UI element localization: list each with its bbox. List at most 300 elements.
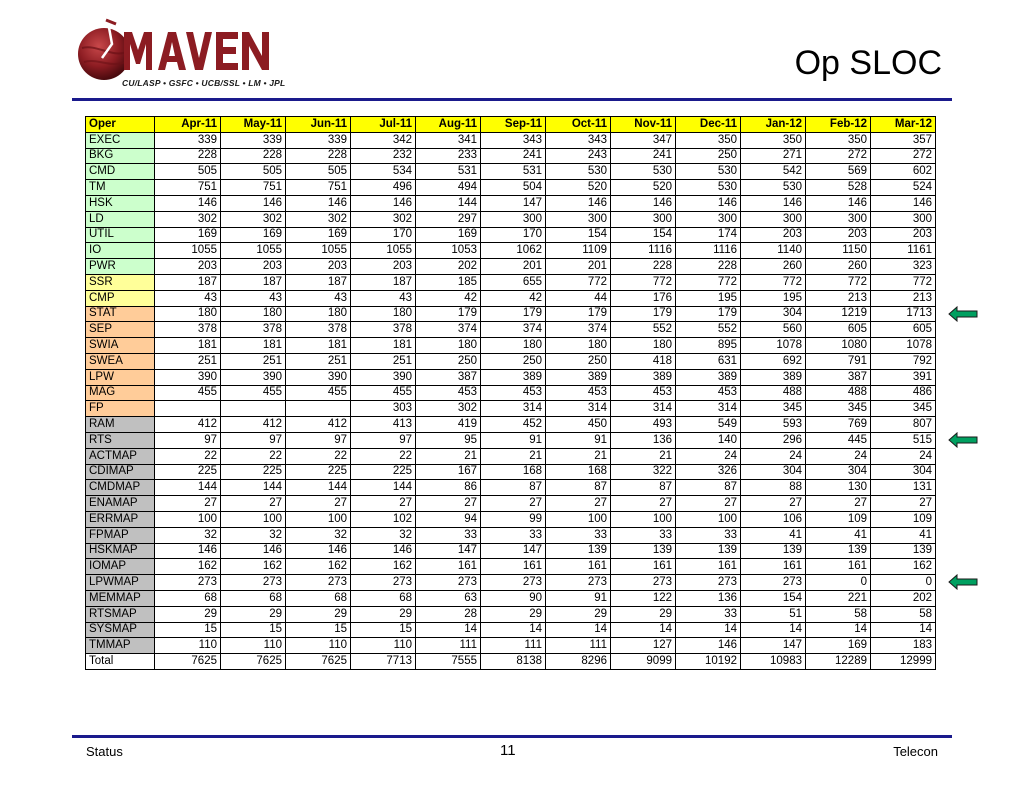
sloc-cell: 110	[221, 638, 286, 654]
sloc-cell: 302	[416, 401, 481, 417]
sloc-cell: 412	[286, 417, 351, 433]
sloc-cell: 273	[481, 575, 546, 591]
row-name: SYSMAP	[86, 622, 155, 638]
sloc-cell: 29	[351, 606, 416, 622]
sloc-cell: 27	[155, 496, 221, 512]
sloc-cell: 7555	[416, 654, 481, 670]
sloc-cell: 174	[676, 227, 741, 243]
sloc-cell: 389	[741, 369, 806, 385]
sloc-cell: 180	[546, 338, 611, 354]
sloc-cell: 180	[286, 306, 351, 322]
row-name: LPWMAP	[86, 575, 155, 591]
sloc-cell: 180	[416, 338, 481, 354]
sloc-cell: 342	[351, 132, 416, 148]
sloc-cell: 24	[806, 448, 871, 464]
sloc-cell: 106	[741, 511, 806, 527]
sloc-cell: 195	[676, 290, 741, 306]
sloc-cell: 27	[286, 496, 351, 512]
sloc-cell: 552	[611, 322, 676, 338]
sloc-cell: 146	[286, 543, 351, 559]
sloc-cell: 339	[286, 132, 351, 148]
sloc-cell: 15	[286, 622, 351, 638]
sloc-cell: 162	[351, 559, 416, 575]
row-name: SSR	[86, 274, 155, 290]
header-month: Feb-12	[806, 117, 871, 133]
sloc-cell: 179	[416, 306, 481, 322]
row-name: RTSMAP	[86, 606, 155, 622]
sloc-cell: 88	[741, 480, 806, 496]
sloc-cell: 146	[155, 543, 221, 559]
sloc-cell: 22	[351, 448, 416, 464]
sloc-cell: 1055	[155, 243, 221, 259]
sloc-cell: 9099	[611, 654, 676, 670]
row-name: CMP	[86, 290, 155, 306]
sloc-cell: 772	[611, 274, 676, 290]
sloc-cell: 29	[481, 606, 546, 622]
sloc-cell: 203	[286, 259, 351, 275]
sloc-cell: 27	[416, 496, 481, 512]
sloc-cell: 32	[351, 527, 416, 543]
sloc-cell: 99	[481, 511, 546, 527]
sloc-cell: 136	[676, 590, 741, 606]
table-row	[86, 432, 936, 448]
sloc-cell: 97	[221, 432, 286, 448]
sloc-cell: 180	[611, 338, 676, 354]
table-row	[86, 211, 936, 227]
table-row	[86, 464, 936, 480]
sloc-cell: 772	[546, 274, 611, 290]
sloc-cell: 374	[481, 322, 546, 338]
sloc-cell: 530	[676, 164, 741, 180]
sloc-cell: 179	[676, 306, 741, 322]
sloc-cell: 10192	[676, 654, 741, 670]
sloc-cell: 378	[286, 322, 351, 338]
sloc-cell: 146	[611, 195, 676, 211]
sloc-cell: 530	[611, 164, 676, 180]
sloc-cell: 146	[351, 543, 416, 559]
sloc-cell: 297	[416, 211, 481, 227]
sloc-cell: 1713	[871, 306, 936, 322]
sloc-cell: 273	[351, 575, 416, 591]
sloc-cell: 27	[481, 496, 546, 512]
sloc-cell: 8296	[546, 654, 611, 670]
sloc-cell: 183	[871, 638, 936, 654]
table-row	[86, 448, 936, 464]
sloc-cell: 389	[676, 369, 741, 385]
footer-divider	[72, 735, 952, 738]
sloc-cell: 187	[286, 274, 351, 290]
sloc-cell: 24	[871, 448, 936, 464]
sloc-cell: 1140	[741, 243, 806, 259]
row-name: ERRMAP	[86, 511, 155, 527]
row-name: Total	[86, 654, 155, 670]
sloc-cell: 146	[221, 195, 286, 211]
sloc-cell: 27	[611, 496, 676, 512]
sloc-cell: 136	[611, 432, 676, 448]
sloc-cell: 14	[676, 622, 741, 638]
sloc-cell: 769	[806, 417, 871, 433]
sloc-cell: 7625	[155, 654, 221, 670]
sloc-cell: 146	[351, 195, 416, 211]
sloc-cell: 1116	[611, 243, 676, 259]
sloc-cell: 111	[481, 638, 546, 654]
left-arrow-icon	[948, 432, 978, 448]
table-row	[86, 290, 936, 306]
sloc-cell: 29	[155, 606, 221, 622]
header-oper: Oper	[86, 117, 155, 133]
header-month: Jul-11	[351, 117, 416, 133]
header-month: Apr-11	[155, 117, 221, 133]
sloc-cell: 51	[741, 606, 806, 622]
sloc-cell: 391	[871, 369, 936, 385]
header-month: May-11	[221, 117, 286, 133]
header-month: Nov-11	[611, 117, 676, 133]
sloc-cell: 146	[546, 195, 611, 211]
table-row	[86, 274, 936, 290]
sloc-cell: 389	[611, 369, 676, 385]
sloc-cell: 530	[741, 180, 806, 196]
sloc-cell: 100	[221, 511, 286, 527]
sloc-cell: 273	[676, 575, 741, 591]
sloc-cell: 179	[611, 306, 676, 322]
sloc-cell: 273	[741, 575, 806, 591]
table-row	[86, 338, 936, 354]
sloc-cell: 203	[155, 259, 221, 275]
sloc-cell: 181	[351, 338, 416, 354]
sloc-cell: 1161	[871, 243, 936, 259]
sloc-cell: 41	[741, 527, 806, 543]
sloc-cell: 232	[351, 148, 416, 164]
sloc-cell: 68	[155, 590, 221, 606]
table-header-row	[86, 117, 936, 133]
sloc-cell: 27	[871, 496, 936, 512]
sloc-cell: 43	[351, 290, 416, 306]
table-row	[86, 575, 936, 591]
sloc-cell: 168	[481, 464, 546, 480]
sloc-cell: 453	[546, 385, 611, 401]
sloc-cell: 300	[676, 211, 741, 227]
sloc-cell: 21	[611, 448, 676, 464]
sloc-cell: 162	[155, 559, 221, 575]
sloc-cell: 250	[676, 148, 741, 164]
sloc-cell: 419	[416, 417, 481, 433]
table-row	[86, 195, 936, 211]
sloc-cell: 44	[546, 290, 611, 306]
sloc-cell: 772	[676, 274, 741, 290]
sloc-cell: 140	[676, 432, 741, 448]
row-name: LD	[86, 211, 155, 227]
sloc-cell: 1055	[351, 243, 416, 259]
sloc-cell: 21	[546, 448, 611, 464]
sloc-cell: 505	[155, 164, 221, 180]
sloc-cell: 895	[676, 338, 741, 354]
sloc-cell: 528	[806, 180, 871, 196]
sloc-cell: 792	[871, 353, 936, 369]
sloc-cell: 390	[351, 369, 416, 385]
sloc-cell: 304	[871, 464, 936, 480]
sloc-cell: 300	[481, 211, 546, 227]
sloc-cell: 162	[286, 559, 351, 575]
sloc-cell: 389	[481, 369, 546, 385]
sloc-cell: 1116	[676, 243, 741, 259]
sloc-cell: 390	[155, 369, 221, 385]
sloc-cell: 273	[155, 575, 221, 591]
table-row	[86, 353, 936, 369]
sloc-cell: 1055	[221, 243, 286, 259]
sloc-cell: 520	[546, 180, 611, 196]
sloc-cell: 450	[546, 417, 611, 433]
sloc-cell: 170	[351, 227, 416, 243]
sloc-cell: 203	[741, 227, 806, 243]
sloc-cell: 109	[871, 511, 936, 527]
sloc-cell: 807	[871, 417, 936, 433]
row-name: MEMMAP	[86, 590, 155, 606]
sloc-cell: 68	[286, 590, 351, 606]
sloc-cell: 225	[286, 464, 351, 480]
sloc-cell: 413	[351, 417, 416, 433]
sloc-cell: 27	[221, 496, 286, 512]
sloc-cell: 339	[221, 132, 286, 148]
sloc-cell: 273	[221, 575, 286, 591]
sloc-cell: 374	[416, 322, 481, 338]
sloc-cell: 185	[416, 274, 481, 290]
sloc-cell: 303	[351, 401, 416, 417]
sloc-cell: 27	[676, 496, 741, 512]
sloc-cell: 272	[806, 148, 871, 164]
sloc-cell: 14	[741, 622, 806, 638]
sloc-cell: 1078	[741, 338, 806, 354]
sloc-cell: 300	[611, 211, 676, 227]
sloc-cell: 147	[481, 195, 546, 211]
sloc-cell: 22	[155, 448, 221, 464]
sloc-cell: 0	[871, 575, 936, 591]
sloc-cell: 29	[611, 606, 676, 622]
sloc-cell: 631	[676, 353, 741, 369]
sloc-cell: 87	[676, 480, 741, 496]
sloc-cell: 314	[611, 401, 676, 417]
sloc-cell: 169	[221, 227, 286, 243]
sloc-cell: 167	[416, 464, 481, 480]
sloc-cell: 42	[416, 290, 481, 306]
sloc-cell: 168	[546, 464, 611, 480]
sloc-cell: 751	[286, 180, 351, 196]
sloc-cell: 181	[221, 338, 286, 354]
sloc-cell: 452	[481, 417, 546, 433]
sloc-cell: 203	[871, 227, 936, 243]
sloc-cell: 91	[481, 432, 546, 448]
sloc-cell: 187	[221, 274, 286, 290]
sloc-cell: 225	[155, 464, 221, 480]
sloc-cell: 161	[676, 559, 741, 575]
sloc-cell: 161	[741, 559, 806, 575]
sloc-cell: 15	[155, 622, 221, 638]
sloc-cell: 751	[155, 180, 221, 196]
sloc-cell: 139	[611, 543, 676, 559]
sloc-cell: 251	[351, 353, 416, 369]
row-name: IOMAP	[86, 559, 155, 575]
sloc-cell: 1080	[806, 338, 871, 354]
header-divider	[72, 98, 952, 101]
sloc-cell: 343	[546, 132, 611, 148]
sloc-cell: 250	[416, 353, 481, 369]
sloc-table	[85, 116, 936, 670]
sloc-cell: 87	[546, 480, 611, 496]
sloc-cell: 225	[351, 464, 416, 480]
table-row	[86, 259, 936, 275]
sloc-cell: 233	[416, 148, 481, 164]
sloc-cell: 161	[806, 559, 871, 575]
sloc-cell: 110	[351, 638, 416, 654]
sloc-cell: 357	[871, 132, 936, 148]
sloc-cell: 455	[155, 385, 221, 401]
sloc-cell: 605	[871, 322, 936, 338]
sloc-cell: 97	[155, 432, 221, 448]
sloc-cell	[221, 401, 286, 417]
sloc-cell: 524	[871, 180, 936, 196]
sloc-cell: 302	[351, 211, 416, 227]
sloc-cell: 144	[286, 480, 351, 496]
sloc-cell: 602	[871, 164, 936, 180]
row-name: EXEC	[86, 132, 155, 148]
sloc-cell: 147	[741, 638, 806, 654]
sloc-cell: 387	[806, 369, 871, 385]
sloc-cell: 154	[741, 590, 806, 606]
table-row	[86, 164, 936, 180]
sloc-cell: 250	[546, 353, 611, 369]
sloc-cell: 122	[611, 590, 676, 606]
row-name: CMDMAP	[86, 480, 155, 496]
sloc-cell: 302	[155, 211, 221, 227]
sloc-cell: 486	[871, 385, 936, 401]
sloc-cell: 127	[611, 638, 676, 654]
sloc-cell: 791	[806, 353, 871, 369]
sloc-cell: 228	[221, 148, 286, 164]
sloc-cell: 111	[416, 638, 481, 654]
sloc-cell: 241	[481, 148, 546, 164]
sloc-cell: 228	[286, 148, 351, 164]
sloc-cell: 201	[481, 259, 546, 275]
sloc-cell: 87	[481, 480, 546, 496]
sloc-cell: 494	[416, 180, 481, 196]
sloc-cell: 605	[806, 322, 871, 338]
sloc-cell: 180	[155, 306, 221, 322]
sloc-cell: 314	[481, 401, 546, 417]
sloc-cell: 146	[676, 638, 741, 654]
sloc-cell: 43	[286, 290, 351, 306]
sloc-cell: 271	[741, 148, 806, 164]
sloc-cell: 300	[546, 211, 611, 227]
sloc-cell: 58	[871, 606, 936, 622]
sloc-cell: 347	[611, 132, 676, 148]
sloc-cell: 139	[676, 543, 741, 559]
sloc-cell: 180	[481, 338, 546, 354]
sloc-cell: 32	[221, 527, 286, 543]
row-name: BKG	[86, 148, 155, 164]
row-name: TM	[86, 180, 155, 196]
sloc-cell: 412	[155, 417, 221, 433]
sloc-cell: 15	[221, 622, 286, 638]
table-row	[86, 559, 936, 575]
sloc-cell: 273	[286, 575, 351, 591]
row-name: RTS	[86, 432, 155, 448]
sloc-cell: 453	[611, 385, 676, 401]
sloc-cell: 91	[546, 432, 611, 448]
sloc-cell: 304	[741, 464, 806, 480]
table-row	[86, 385, 936, 401]
sloc-cell: 530	[546, 164, 611, 180]
sloc-cell: 505	[221, 164, 286, 180]
sloc-cell: 228	[676, 259, 741, 275]
sloc-cell: 250	[481, 353, 546, 369]
row-name: LPW	[86, 369, 155, 385]
table-row	[86, 527, 936, 543]
sloc-cell: 505	[286, 164, 351, 180]
sloc-cell: 181	[155, 338, 221, 354]
sloc-cell: 302	[286, 211, 351, 227]
table-row	[86, 401, 936, 417]
sloc-cell: 515	[871, 432, 936, 448]
sloc-cell: 323	[871, 259, 936, 275]
sloc-cell: 170	[481, 227, 546, 243]
footer-right-label: Telecon	[893, 744, 938, 759]
sloc-cell: 300	[871, 211, 936, 227]
sloc-cell: 86	[416, 480, 481, 496]
sloc-cell: 109	[806, 511, 871, 527]
sloc-cell: 7713	[351, 654, 416, 670]
sloc-cell: 378	[155, 322, 221, 338]
sloc-cell: 1078	[871, 338, 936, 354]
sloc-cell: 520	[611, 180, 676, 196]
sloc-cell: 390	[221, 369, 286, 385]
sloc-cell: 0	[806, 575, 871, 591]
sloc-cell: 144	[351, 480, 416, 496]
table-row	[86, 511, 936, 527]
sloc-cell: 241	[611, 148, 676, 164]
sloc-cell: 296	[741, 432, 806, 448]
sloc-cell: 100	[676, 511, 741, 527]
sloc-cell: 29	[546, 606, 611, 622]
sloc-cell: 91	[546, 590, 611, 606]
sloc-cell: 213	[806, 290, 871, 306]
table-row	[86, 417, 936, 433]
sloc-cell: 32	[286, 527, 351, 543]
sloc-cell: 110	[155, 638, 221, 654]
row-name: FP	[86, 401, 155, 417]
footer-left-label: Status	[86, 744, 123, 759]
sloc-cell: 453	[481, 385, 546, 401]
sloc-cell: 139	[741, 543, 806, 559]
sloc-cell: 243	[546, 148, 611, 164]
sloc-cell: 304	[806, 464, 871, 480]
sloc-cell: 389	[546, 369, 611, 385]
logo-subtitle: CU/LASP • GSFC • UCB/SSL • LM • JPL	[122, 78, 286, 88]
sloc-cell: 14	[481, 622, 546, 638]
sloc-cell: 7625	[286, 654, 351, 670]
sloc-cell: 225	[221, 464, 286, 480]
sloc-cell: 94	[416, 511, 481, 527]
table-row	[86, 638, 936, 654]
sloc-cell	[286, 401, 351, 417]
header-month: Aug-11	[416, 117, 481, 133]
sloc-cell: 273	[416, 575, 481, 591]
sloc-cell: 314	[676, 401, 741, 417]
sloc-cell: 504	[481, 180, 546, 196]
sloc-cell: 345	[806, 401, 871, 417]
sloc-cell: 169	[416, 227, 481, 243]
sloc-cell: 322	[611, 464, 676, 480]
row-name: SWEA	[86, 353, 155, 369]
sloc-cell: 455	[286, 385, 351, 401]
